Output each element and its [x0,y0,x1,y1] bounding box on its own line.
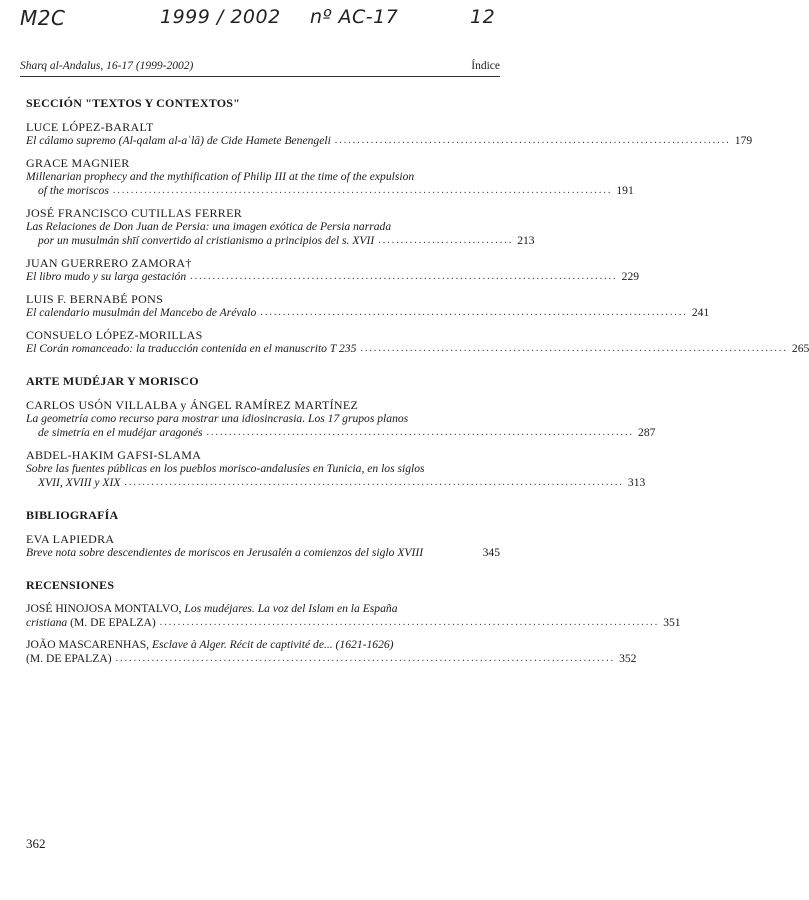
review-title-cont: cristiana [26,616,68,629]
leader-dots: ............................................................................................................... [112,185,613,196]
entry-title: Millenarian prophecy and the mythification of Philip III at the time of the expulsion [26,170,415,183]
table-of-contents [26,96,809,684]
leader-dots: ............................................................................................................... [159,617,660,628]
entry-page: 191 [616,184,634,197]
entry-page: 241 [691,306,710,319]
entry-page: 179 [734,134,753,147]
entry-title: El Corán romanceado: la traducción contenida en el manuscrito T 235 [26,342,357,355]
entry-title: Breve nota sobre descendientes de moriscos en Jerusalén a comienzos del siglo XVIII [26,546,424,559]
leader-dots: .............................. [378,235,514,246]
entry-title: El calendario musulmán del Mancebo de Arévalo [26,306,257,319]
header-rule [20,76,500,77]
section-bibliografia [26,508,500,560]
entry-author: LUIS F. BERNABÉ PONS [26,292,164,306]
leader-dots: ............................................................................................... [190,271,618,282]
toc-entry [26,448,646,490]
handwritten-note-3: nº AC-17 [310,6,399,28]
index-label: Índice [471,60,500,72]
section-recensiones [26,578,681,666]
section-title: RECENSIONES [26,578,115,592]
handwritten-note-2: 1999 / 2002 [160,6,281,28]
entry-page: 313 [627,476,646,489]
review-title: Esclave à Alger. Récit de captivité de... (1621-1626) [151,638,394,651]
toc-entry [26,532,500,560]
entry-author: EVA LAPIEDRA [26,532,115,546]
section-title: ARTE MUDÉJAR Y MORISCO [26,374,199,388]
entry-page: 213 [517,234,535,247]
entry-author: LUCE LÓPEZ-BARALT [26,120,154,134]
toc-entry [26,120,753,148]
entry-title: La geometría como recurso para mostrar una idiosincrasia. Los 17 grupos planos [26,412,409,425]
review-author: JOÃO MASCARENHAS, [26,638,150,651]
page-number: 362 [26,836,46,851]
entry-page: 265 [791,342,809,355]
journal-citation: Sharq al-Andalus, 16-17 (1999-2002) [20,60,194,72]
entry-author: JUAN GUERRERO ZAMORA† [26,256,192,270]
entry-page: 229 [621,270,640,283]
review-reviewer: (M. DE EPALZA) [70,616,156,629]
leader-dots: ............................................................................................... [260,307,688,318]
section-textos-y-contextos [26,96,809,356]
handwritten-note-4: 12 [470,6,496,28]
entry-author: GRACE MAGNIER [26,156,130,170]
review-entry [26,638,637,666]
entry-title-cont: of the moriscos [38,184,109,197]
entry-title-cont: por un musulmán shīí convertido al cristianismo a principios del s. XVII [38,234,375,247]
entry-title: El libro mudo y su larga gestación [26,270,187,283]
leader-dots: ............................................................................................................... [124,477,624,488]
entry-page: 345 [482,546,500,559]
entry-title-cont: de simetría en el mudéjar aragonés [38,426,203,439]
leader-dots: ............................................................................................... [360,343,788,354]
toc-entry [26,206,535,248]
toc-entry [26,256,640,284]
toc-entry [26,398,656,440]
section-title: BIBLIOGRAFÍA [26,508,119,522]
entry-page: 287 [638,426,656,439]
entry-title-cont: XVII, XVIII y XIX [38,476,121,489]
review-entry [26,602,681,630]
entry-page: 351 [663,616,681,629]
review-author: JOSÉ HINOJOSA MONTALVO, [26,602,182,615]
entry-title: El cálamo supremo (Al-qalam al-aʿlā) de Cide Hamete Benengeli [26,134,331,147]
entry-author: CONSUELO LÓPEZ-MORILLAS [26,328,203,342]
review-reviewer: (M. DE EPALZA) [26,652,112,665]
review-title: Los mudéjares. La voz del Islam en la España [184,602,398,615]
leader-dots: ........................................................................................ [334,135,731,146]
entry-title: Las Relaciones de Don Juan de Persia: una imagen exótica de Persia narrada [26,220,392,233]
toc-entry [26,292,710,320]
entry-page: 352 [619,652,637,665]
entry-title: Sobre las fuentes públicas en los pueblos morisco-andalusíes en Tunicia, en los siglos [26,462,425,475]
leader-dots: ............................................................................................................... [115,653,616,664]
toc-entry [26,328,809,356]
section-title: SECCIÓN "TEXTOS Y CONTEXTOS" [26,96,240,110]
leader-dots: ............................................................................................... [206,427,635,438]
entry-author: JOSÉ FRANCISCO CUTILLAS FERRER [26,206,243,220]
handwritten-note-1: M2C [20,6,66,30]
toc-entry [26,156,634,198]
entry-author: CARLOS USÓN VILLALBA y ÁNGEL RAMÍREZ MARTÍNEZ [26,398,359,412]
entry-author: ABDEL-HAKIM GAFSI-SLAMA [26,448,202,462]
running-head [20,60,500,72]
section-arte-mudejar [26,374,656,490]
